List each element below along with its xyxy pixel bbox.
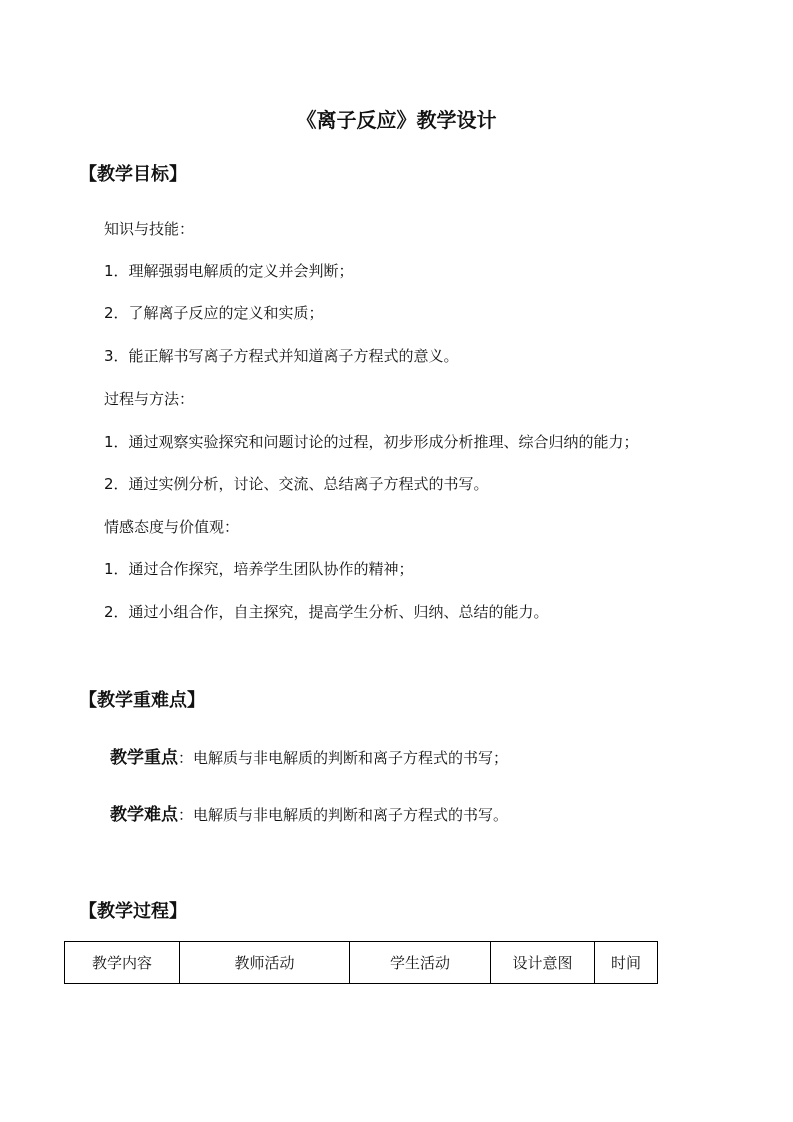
table-header-cell: 设计意图 [491,942,595,984]
table-header-cell: 教学内容 [65,942,180,984]
objectives-heading: 【教学目标】 [79,164,187,185]
teaching-focus-text: ：电解质与非电解质的判断和离子方程式的书写； [178,749,509,767]
knowledge-item: 3．能正解书写离子方程式并知道离子方程式的意义。 [104,347,459,365]
attitude-item: 2．通过小组合作，自主探究，提高学生分析、归纳、总结的能力。 [104,603,549,621]
process-method-item: 1．通过观察实验探究和问题讨论的过程，初步形成分析推理、综合归纳的能力； [104,433,639,451]
knowledge-item: 2．了解离子反应的定义和实质； [104,304,324,322]
process-method-item: 2．通过实例分析，讨论、交流、总结离子方程式的书写。 [104,475,489,493]
attitude-label: 情感态度与价值观： [104,518,240,536]
document-title: 《离子反应》教学设计 [296,108,497,132]
teaching-difficulty-label: 教学难点 [110,805,178,825]
teaching-focus-label: 教学重点 [110,748,178,768]
table-header-cell: 时间 [595,942,658,984]
teaching-process-table [64,941,658,984]
teaching-focus [110,743,508,768]
knowledge-label: 知识与技能： [104,220,195,238]
attitude-item: 1．通过合作探究，培养学生团队协作的精神； [104,560,414,578]
table-header-cell: 学生活动 [350,942,491,984]
table-header-cell: 教师活动 [180,942,350,984]
key-points-heading: 【教学重难点】 [79,690,205,711]
table-header-row [65,942,658,984]
process-heading: 【教学过程】 [79,901,187,922]
teaching-difficulty [110,800,508,825]
teaching-difficulty-text: ：电解质与非电解质的判断和离子方程式的书写。 [178,806,509,824]
knowledge-item: 1．理解强弱电解质的定义并会判断； [104,262,354,280]
process-method-label: 过程与方法： [104,390,195,408]
